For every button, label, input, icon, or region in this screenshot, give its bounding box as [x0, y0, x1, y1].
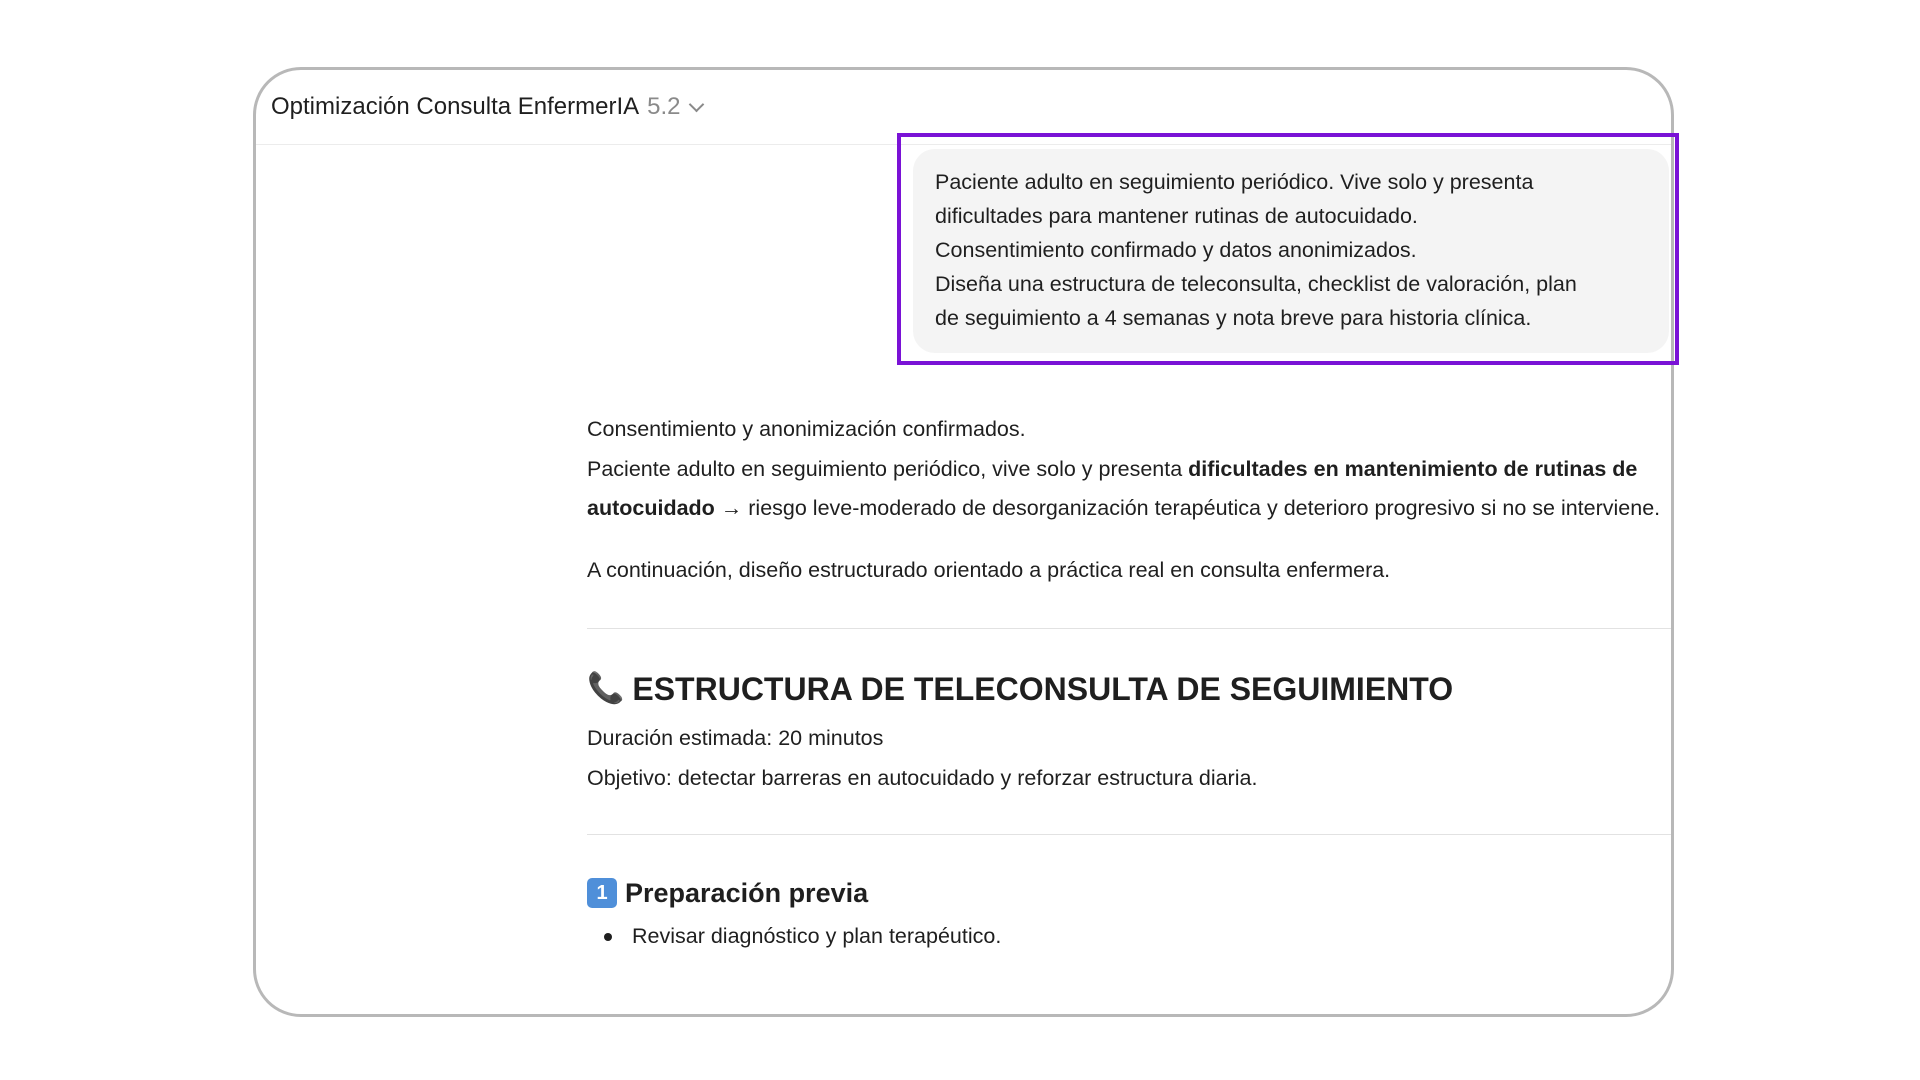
divider [587, 628, 1672, 629]
bullet-list [587, 917, 1672, 957]
list-item: Revisar diagnóstico y plan terapéutico. [632, 917, 1672, 957]
assistant-response [587, 410, 1672, 957]
user-message-line: Consentimiento confirmado y datos anonimizados. [935, 238, 1417, 262]
chevron-down-icon[interactable] [688, 96, 704, 112]
chat-title[interactable]: Optimización Consulta EnfermerIA [271, 93, 640, 120]
intro-bold: dificultades en mantenimiento de rutinas de autocuidado [587, 456, 1638, 520]
user-message-line: Diseña una estructura de teleconsulta, checklist de valoración, plan [935, 272, 1577, 296]
duration-text: Duración estimada: 20 minutos [587, 726, 884, 750]
objective-text: Objetivo: detectar barreras en autocuidado y reforzar estructura diaria. [587, 765, 1258, 790]
telephone-receiver-icon: 📞 [587, 672, 625, 705]
highlight-box [897, 133, 1679, 365]
user-message-line: dificultades para mantener rutinas de autocuidado. [935, 204, 1418, 228]
subsection-heading: 1 Preparación previa [587, 875, 1672, 911]
keycap-one-icon: 1 [587, 878, 617, 908]
divider [587, 834, 1672, 835]
intro-line: A continuación, diseño estructurado orientado a práctica real en consulta enfermera. [587, 557, 1391, 582]
user-message-line: Paciente adulto en seguimiento periódico. Vive solo y presenta [935, 170, 1534, 194]
intro-paragraph: Paciente adulto en seguimiento periódico, vive solo y presenta dificultades en mantenimiento de rutinas de autocuidado → riesgo leve-moderado de desorganización terapéutica y deterioro progresivo si no se interviene. [587, 456, 1661, 520]
intro-line: Consentimiento y anonimización confirmados. [587, 417, 1026, 441]
user-message-line: de seguimiento a 4 semanas y nota breve para historia clínica. [935, 306, 1532, 330]
model-version[interactable]: 5.2 [647, 93, 681, 120]
section-heading: 📞 ESTRUCTURA DE TELECONSULTA DE SEGUIMIENTO [587, 671, 1454, 707]
